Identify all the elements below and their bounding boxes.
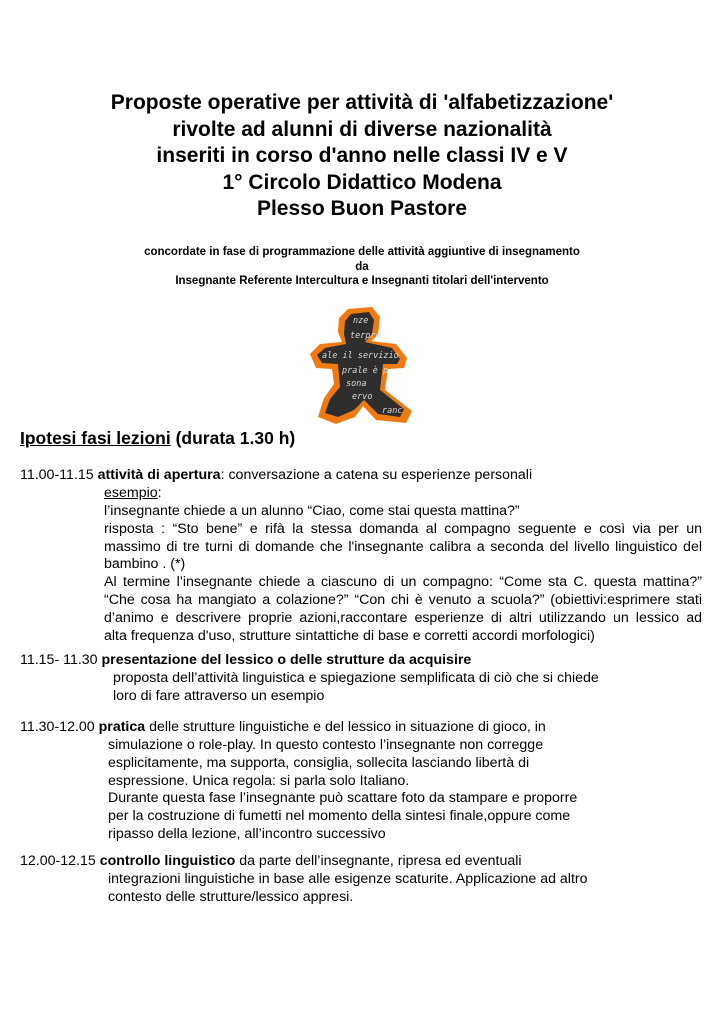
title-line: 1° Circolo Didattico Modena (222, 170, 502, 194)
body-line: esplicitamente, ma supporta, consiglia, sollecita lasciando libertà di (108, 754, 530, 771)
body-line: Al termine l’insegnante chiede a ciascuno di un compagno: “Come sta C. questa mattina?” (104, 574, 702, 591)
phase-opening-header (20, 467, 532, 485)
title-line: inseriti in corso d'anno nelle classi IV e V (156, 144, 568, 167)
body-line: Durante questa fase l’insegnante può scattare foto da stampare e proporre (108, 790, 578, 807)
phase-opening-body (104, 503, 702, 645)
logo-text-line: terpro (350, 331, 381, 341)
body-line: bambino . (*) (104, 556, 186, 573)
phase-presentation-body (113, 670, 599, 706)
section-heading (20, 428, 295, 449)
heading-duration: (durata 1.30 h) (170, 428, 296, 448)
logo-text-line: ranc (382, 406, 403, 416)
title-line: rivolte ad alunni di diverse nazionalità (172, 117, 552, 141)
body-line: alta frequenza d'uso, strutture sintattiche di base e corretti accordi morfologici) (104, 627, 595, 644)
logo-text-line: ale il servizio (322, 351, 399, 361)
gingerbread-figure-logo (308, 306, 414, 426)
body-line: per la costruzione di fumetti nel momento della sintesi finale,oppure come (108, 808, 571, 825)
document-subtitle (0, 245, 724, 289)
heading-underlined: Ipotesi fasi lezioni (20, 428, 171, 448)
logo-text-line: ervo (352, 392, 373, 402)
logo-text-line: nze (353, 316, 369, 326)
phase-description: da parte dell’insegnante, ripresa ed eventuali (235, 853, 522, 869)
phase-time: 11.00-11.15 (20, 467, 98, 483)
phase-practice-body (108, 737, 577, 844)
body-line: d’animo e descrivere proprie azioni,raccontare esperienze di altri utilizzando un lessico ad (104, 609, 702, 626)
phase-description: : conversazione a catena su esperienze personali (220, 467, 533, 483)
phase-presentation-header (20, 652, 471, 670)
phase-time: 11.15- 11.30 (20, 652, 102, 668)
body-line: espressione. Unica regola: si parla solo Italiano. (108, 772, 410, 789)
body-line: contesto delle strutture/lessico appresi. (108, 888, 354, 905)
phase-check-body (108, 871, 588, 907)
body-line: simulazione o role-play. In questo contesto l’insegnante non corregge (108, 737, 544, 753)
phase-practice-header (20, 719, 546, 737)
title-line: Plesso Buon Pastore (256, 197, 468, 220)
body-line: massimo di tre turni di domande che l'insegnante calibra a seconda del livello linguistico del (104, 538, 702, 555)
body-line: risposta : “Sto bene” e rifà la stessa domanda al compagno seguente e così via per un (104, 520, 702, 537)
logo-text-line: sona (346, 379, 367, 389)
document-title (0, 90, 724, 223)
body-line: proposta dell’attività linguistica e spiegazione semplificata di ciò che si chiede (113, 670, 599, 686)
subtitle-line: Insegnante Referente Intercultura e Insegnanti titolari dell'intervento (175, 275, 549, 287)
phase-time: 11.30-12.00 (20, 719, 99, 735)
body-line: ripasso della lezione, all’incontro successivo (108, 825, 386, 842)
phase-check-header (20, 853, 522, 871)
example-label: esempio (104, 485, 158, 501)
phase-description: delle strutture linguistiche e del lessico in situazione di gioco, in (145, 719, 546, 735)
body-line: loro di fare attraverso un esempio (113, 687, 325, 704)
example-label-line (104, 485, 162, 503)
title-line: Proposte operative per attività di 'alfabetizzazione' (110, 91, 614, 114)
subtitle-line: concordate in fase di programmazione delle attività aggiuntive di insegnamento (144, 246, 580, 258)
body-line: “Che cosa ha mangiato a colazione?” “Con chi è venuto a scuola?” (obiettivi:esprimere stati (104, 591, 702, 608)
phase-time: 12.00-12.15 (20, 853, 100, 869)
body-line: l’insegnante chiede a un alunno “Ciao, come stai questa mattina?” (104, 503, 520, 519)
phase-title: pratica (98, 719, 146, 735)
phase-title: controllo linguistico (99, 853, 236, 869)
logo-text-line: prale è p (342, 366, 389, 376)
subtitle-line: da (355, 260, 369, 273)
example-colon: : (157, 485, 162, 501)
body-line: integrazioni linguistiche in base alle esigenze scaturite. Applicazione ad altro (108, 871, 588, 887)
phase-title: attività di apertura (97, 467, 221, 483)
phase-title: presentazione del lessico o delle strutture da acquisire (101, 652, 472, 668)
